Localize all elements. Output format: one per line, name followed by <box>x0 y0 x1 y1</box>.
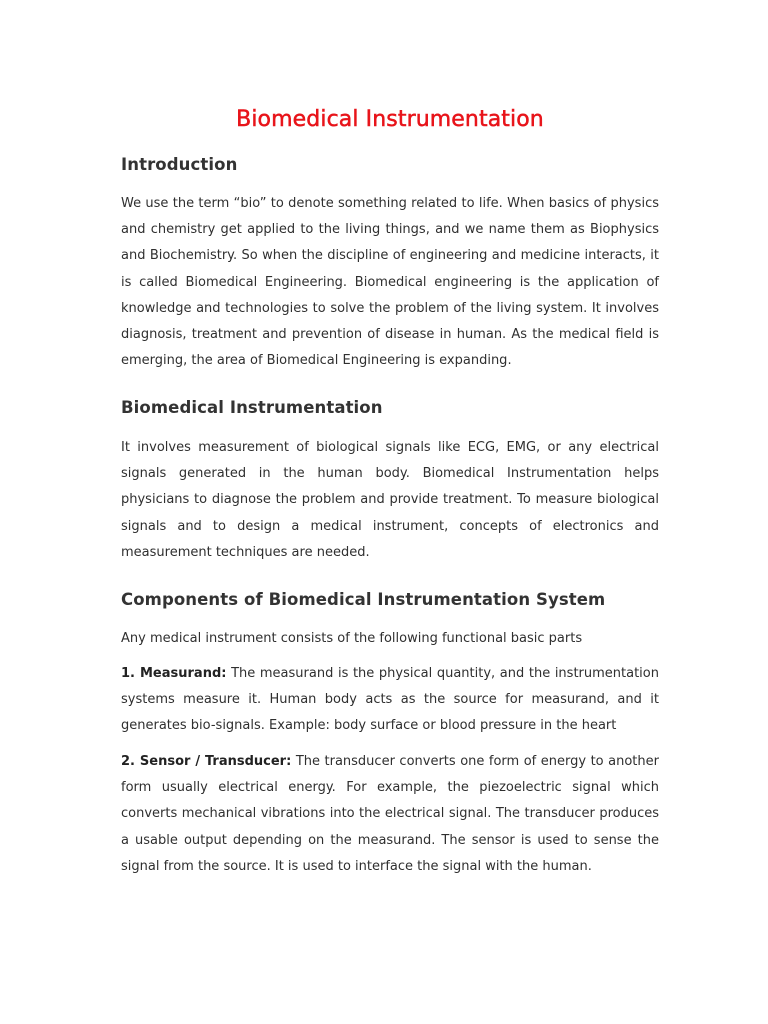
list-item-sensor-transducer <box>121 749 659 880</box>
page-title: Biomedical Instrumentation <box>236 107 544 132</box>
section-heading-introduction: Introduction <box>121 155 238 174</box>
section-heading-biomedical-instrumentation: Biomedical Instrumentation <box>121 398 383 417</box>
item-label-sensor-transducer: 2. Sensor / Transducer: <box>121 754 292 769</box>
paragraph-components-intro: Any medical instrument consists of the following functional basic parts <box>121 631 583 646</box>
item-text-measurand: The measurand is the physical quantity, and the instrumentation systems measure it. Human body acts as the source for measurand, and it generates bio-signals. Example: body surface or blood pressure in the heart <box>121 666 659 734</box>
paragraph-introduction: We use the term “bio” to denote something related to life. When basics of physics and chemistry get applied to the living things, and we name them as Biophysics and Biochemistry. So when the discipline of engineering and medicine interacts, it is called Biomedical Engineering. Biomedical engineering is the application of knowledge and technologies to solve the problem of the living system. It involves diagnosis, treatment and prevention of disease in human. As the medical field is emerging, the area of Biomedical Engineering is expanding. <box>121 196 659 369</box>
item-text-sensor-transducer: The transducer converts one form of energy to another form usually electrical energy. For example, the piezoelectric signal which converts mechanical vibrations into the electrical signal. The transducer produces a usable output depending on the measurand. The sensor is used to sense the signal from the source. It is used to interface the signal with the human. <box>121 754 659 874</box>
item-label-measurand: 1. Measurand: <box>121 666 227 681</box>
paragraph-biomedical-instrumentation: It involves measurement of biological signals like ECG, EMG, or any electrical signals generated in the human body. Biomedical Instrumentation helps physicians to diagnose the problem and provide treatment. To measure biological signals and to design a medical instrument, concepts of electronics and measurement techniques are needed. <box>121 440 659 560</box>
section-heading-components: Components of Biomedical Instrumentation System <box>121 590 606 609</box>
list-item-measurand <box>121 661 659 740</box>
